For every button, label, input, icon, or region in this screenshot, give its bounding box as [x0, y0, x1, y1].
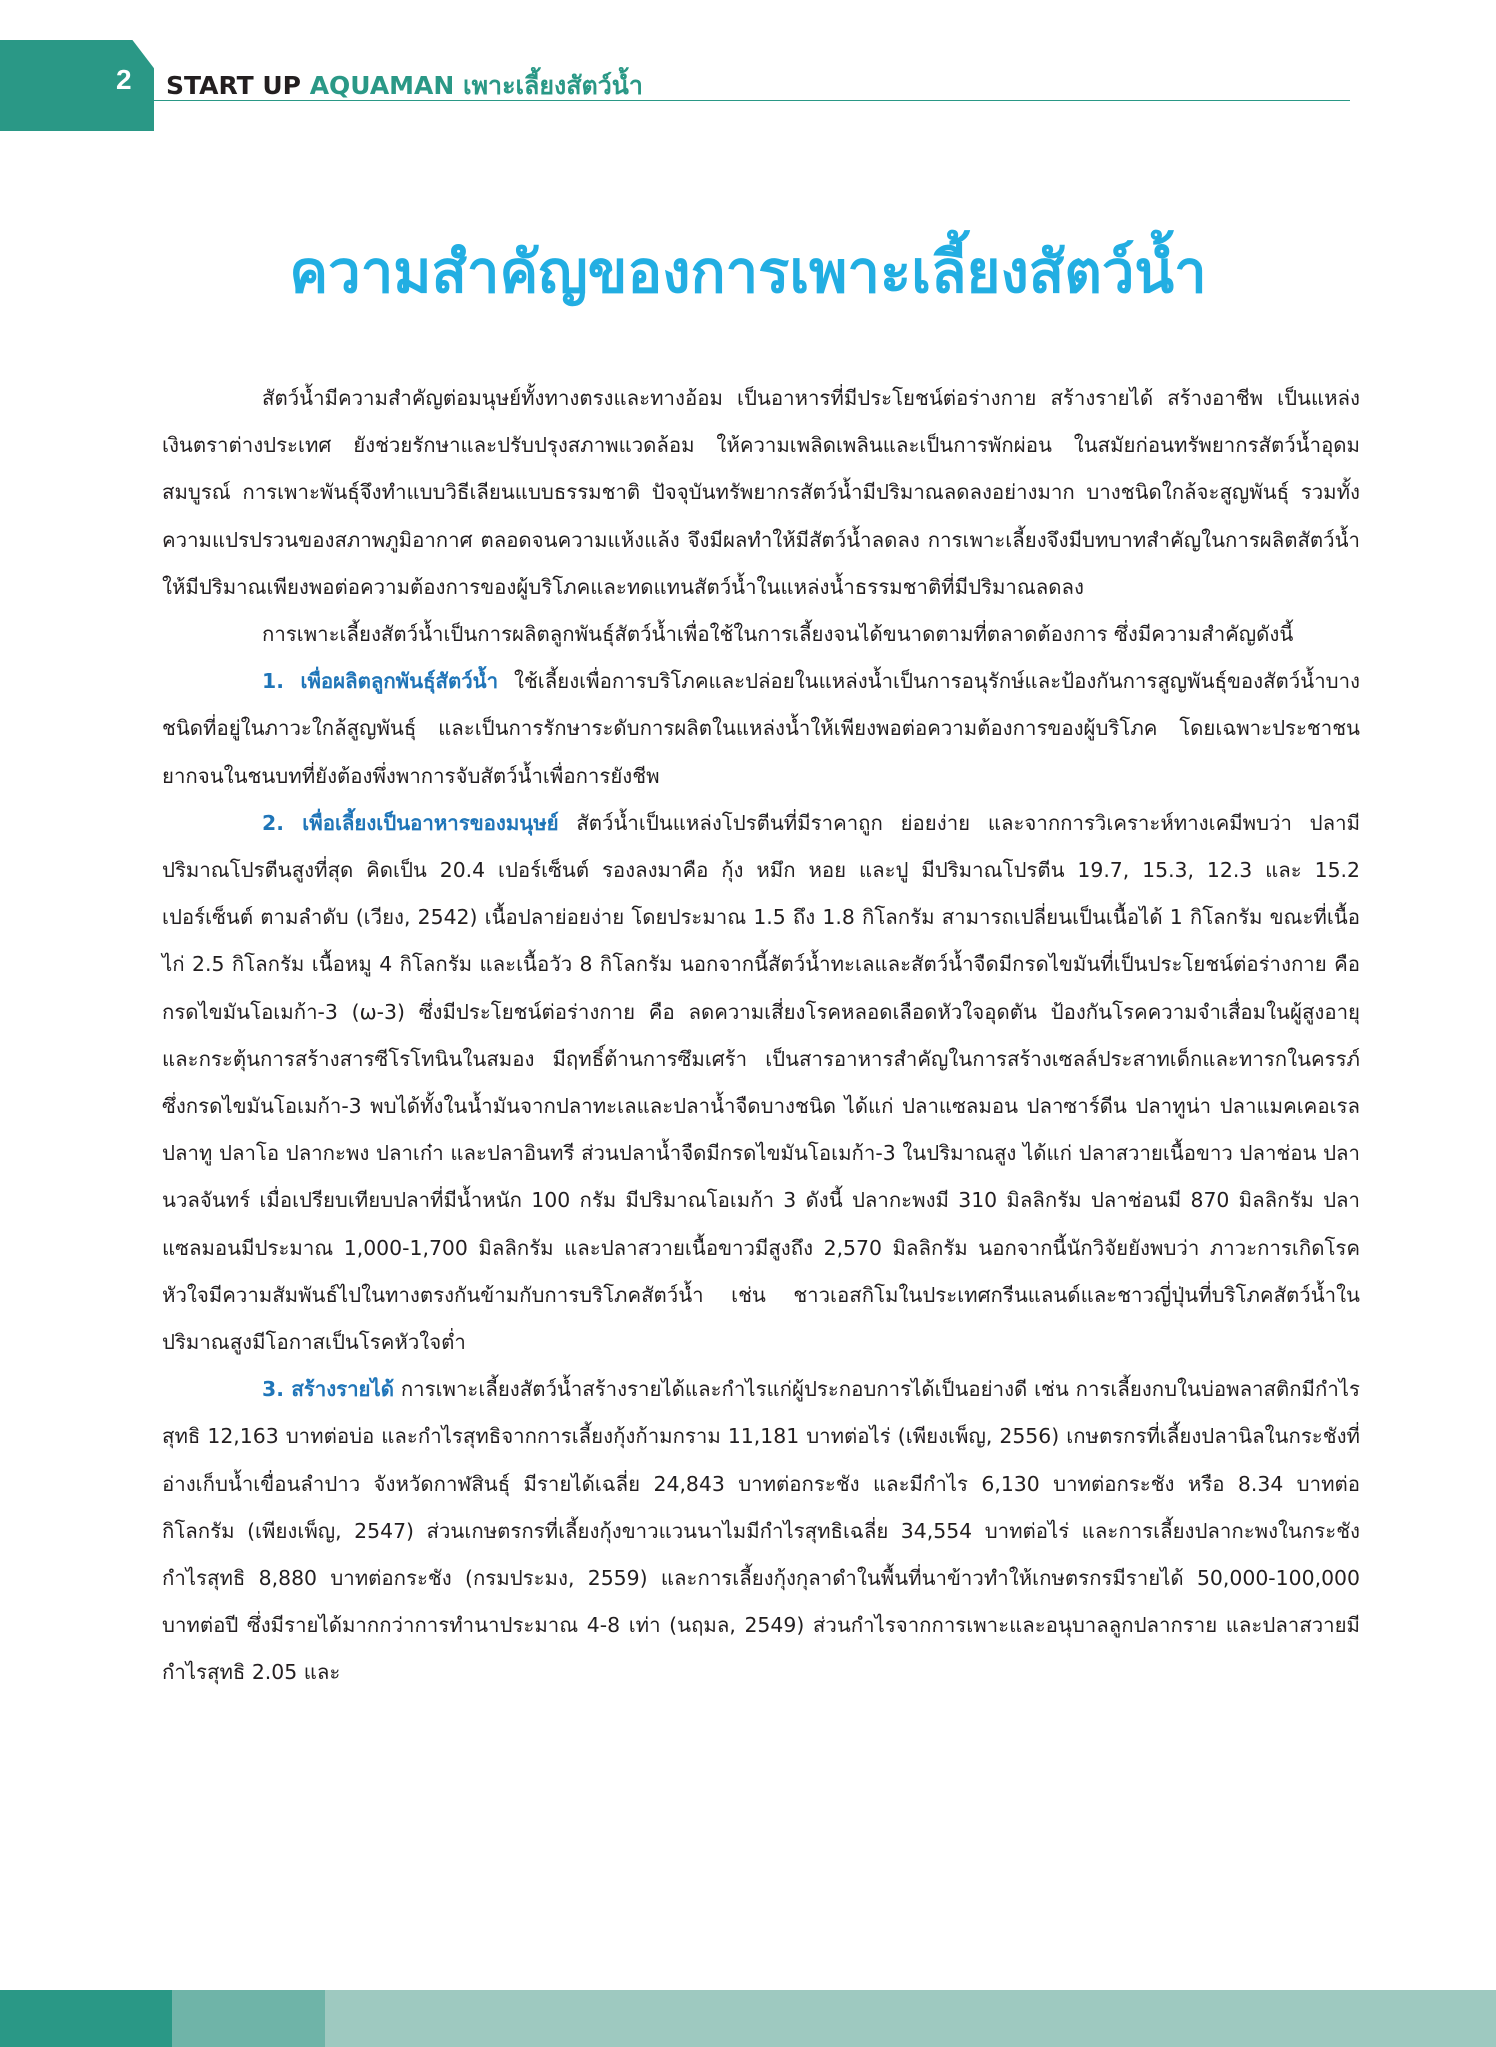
header-rule: [154, 100, 1350, 101]
page-number: 2: [116, 64, 132, 95]
item-1-title: 1. เพื่อผลิตลูกพันธุ์สัตว์น้ำ: [262, 669, 499, 694]
item-1-text: ใช้เลี้ยงเพื่อการบริโภคและปล่อยในแหล่งน้ำเป็นการอนุรักษ์และป้องกันการสูญพันธุ์ของสัตว์น้ำบางชนิดที่อยู่ในภาวะใกล้สูญพันธุ์ และเป็นการรักษาระดับการผลิตในแหล่งน้ำให้เพียงพอต่อความต้องการของผู้บริโภค โดยเฉพาะประชาชนยากจนในชนบทที่ยังต้องพึ่งพาการจับสัตว์น้ำเพื่อการยังชีพ: [162, 669, 1360, 788]
running-header-aquaman: AQUAMAN เพาะเลี้ยงสัตว์น้ำ: [309, 71, 643, 100]
importance-paragraph: การเพาะเลี้ยงสัตว์น้ำเป็นการผลิตลูกพันธุ์สัตว์น้ำเพื่อใช้ในการเลี้ยงจนได้ขนาดตามที่ตลาดต้องการ ซึ่งมีความสำคัญดังนี้: [262, 622, 1294, 647]
intro-paragraph: สัตว์น้ำมีความสำคัญต่อมนุษย์ทั้งทางตรงและทางอ้อม เป็นอาหารที่มีประโยชน์ต่อร่างกาย สร้างรายได้ สร้างอาชีพ เป็นแหล่งเงินตราต่างประเทศ ยังช่วยรักษาและปรับปรุงสภาพแวดล้อม ให้ความเพลิดเพลินและเป็นการพักผ่อน ในสมัยก่อนทรัพยากรสัตว์น้ำอุดมสมบูรณ์ การเพาะพันธุ์จึงทำแบบวิธีเลียนแบบธรรมชาติ ปัจจุบันทรัพยากรสัตว์น้ำมีปริมาณลดลงอย่างมาก บางชนิดใกล้จะสูญพันธุ์ รวมทั้งความแปรปรวนของสภาพภูมิอากาศ ตลอดจนความแห้งแล้ง จึงมีผลทำให้มีสัตว์น้ำลดลง การเพาะเลี้ยงจึงมีบทบาทสำคัญในการผลิตสัตว์น้ำให้มีปริมาณเพียงพอต่อความต้องการของผู้บริโภคและทดแทนสัตว์น้ำในแหล่งน้ำธรรมชาติที่มีปริมาณลดลง: [162, 386, 1360, 599]
item-2-title: 2. เพื่อเลี้ยงเป็นอาหารของมนุษย์: [262, 810, 559, 835]
item-3-text: การเพาะเลี้ยงสัตว์น้ำสร้างรายได้และกำไรแก่ผู้ประกอบการได้เป็นอย่างดี เช่น การเลี้ยงกบในบ่อพลาสติกมีกำไรสุทธิ 12,163 บาทต่อบ่อ และกำไรสุทธิจากการเลี้ยงกุ้งก้ามกราม 11,181 บาทต่อไร่ (เพียงเพ็ญ, 2556) เกษตรกรที่เลี้ยงปลานิลในกระชังที่อ่างเก็บน้ำเขื่อนลำปาว จังหวัดกาฬสินธุ์ มีรายได้เฉลี่ย 24,843 บาทต่อกระชัง และมีกำไร 6,130 บาทต่อกระชัง หรือ 8.34 บาทต่อกิโลกรัม (เพียงเพ็ญ, 2547) ส่วนเกษตรกรที่เลี้ยงกุ้งขาวแวนนาไมมีกำไรสุทธิเฉลี่ย 34,554 บาทต่อไร่ และการเลี้ยงปลากะพงในกระชังกำไรสุทธิ 8,880 บาทต่อกระชัง (กรมประมง, 2559) และการเลี้ยงกุ้งกุลาดำในพื้นที่นาข้าวทำให้เกษตรกรมีรายได้ 50,000-100,000 บาทต่อปี ซึ่งมีรายได้มากกว่าการทำนาประมาณ 4-8 เท่า (นฤมล, 2549) ส่วนกำไรจากการเพาะและอนุบาลลูกปลากราย และปลาสวายมีกำไรสุทธิ 2.05 และ: [162, 1377, 1360, 1685]
footer-bar-dark: [0, 1990, 172, 2047]
body-text: [162, 375, 1360, 1697]
item-2-text: สัตว์น้ำเป็นแหล่งโปรตีนที่มีราคาถูก ย่อยง่าย และจากการวิเคราะห์ทางเคมีพบว่า ปลามีปริมาณโปรตีนสูงที่สุด คิดเป็น 20.4 เปอร์เซ็นต์ รองลงมาคือ กุ้ง หมึก หอย และปู มีปริมาณโปรตีน 19.7, 15.3, 12.3 และ 15.2 เปอร์เซ็นต์ ตามลำดับ (เวียง, 2542) เนื้อปลาย่อยง่าย โดยประมาณ 1.5 ถึง 1.8 กิโลกรัม สามารถเปลี่ยนเป็นเนื้อได้ 1 กิโลกรัม ขณะที่เนื้อไก่ 2.5 กิโลกรัม เนื้อหมู 4 กิโลกรัม และเนื้อวัว 8 กิโลกรัม นอกจากนี้สัตว์น้ำทะเลและสัตว์น้ำจืดมีกรดไขมันที่เป็นประโยชน์ต่อร่างกาย คือ กรดไขมันโอเมก้า-3 (ω-3) ซึ่งมีประโยชน์ต่อร่างกาย คือ ลดความเสี่ยงโรคหลอดเลือดหัวใจอุดตัน ป้องกันโรคความจำเสื่อมในผู้สูงอายุ และกระตุ้นการสร้างสารซีโรโทนินในสมอง มีฤทธิ์ต้านการซึมเศร้า เป็นสารอาหารสำคัญในการสร้างเซลล์ประสาทเด็กและทารกในครรภ์ ซึ่งกรดไขมันโอเมก้า-3 พบได้ทั้งในน้ำมันจากปลาทะเลและปลาน้ำจืดบางชนิด ได้แก่ ปลาแซลมอน ปลาซาร์ดีน ปลาทูน่า ปลาแมคเคอเรล ปลาทู ปลาโอ ปลากะพง ปลาเก๋า และปลาอินทรี ส่วนปลาน้ำจืดมีกรดไขมันโอเมก้า-3 ในปริมาณสูง ได้แก่ ปลาสวายเนื้อขาว ปลาช่อน ปลานวลจันทร์ เมื่อเปรียบเทียบปลาที่มีน้ำหนัก 100 กรัม มีปริมาณโอเมก้า 3 ดังนี้ ปลากะพงมี 310 มิลลิกรัม ปลาช่อนมี 870 มิลลิกรัม ปลาแซลมอนมีประมาณ 1,000-1,700 มิลลิกรัม และปลาสวายเนื้อขาวมีสูงถึง 2,570 มิลลิกรัม นอกจากนี้นักวิจัยยังพบว่า ภาวะการเกิดโรคหัวใจมีความสัมพันธ์ไปในทางตรงกันข้ามกับการบริโภคสัตว์น้ำ เช่น ชาวเอสกิโมในประเทศกรีนแลนด์และชาวญี่ปุ่นที่บริโภคสัตว์น้ำในปริมาณสูงมีโอกาสเป็นโรคหัวใจต่ำ: [162, 810, 1361, 1355]
page-title: ความสำคัญของการเพาะเลี้ยงสัตว์น้ำ: [289, 238, 1207, 306]
item-2: [162, 800, 1360, 1366]
item-1: [162, 658, 1360, 800]
item-3-title: 3. สร้างรายได้: [262, 1377, 395, 1402]
item-3: [162, 1366, 1360, 1696]
footer-bar-light: [325, 1990, 1496, 2047]
footer-bar-mid: [172, 1990, 325, 2047]
running-header-start: START UP: [166, 71, 310, 100]
